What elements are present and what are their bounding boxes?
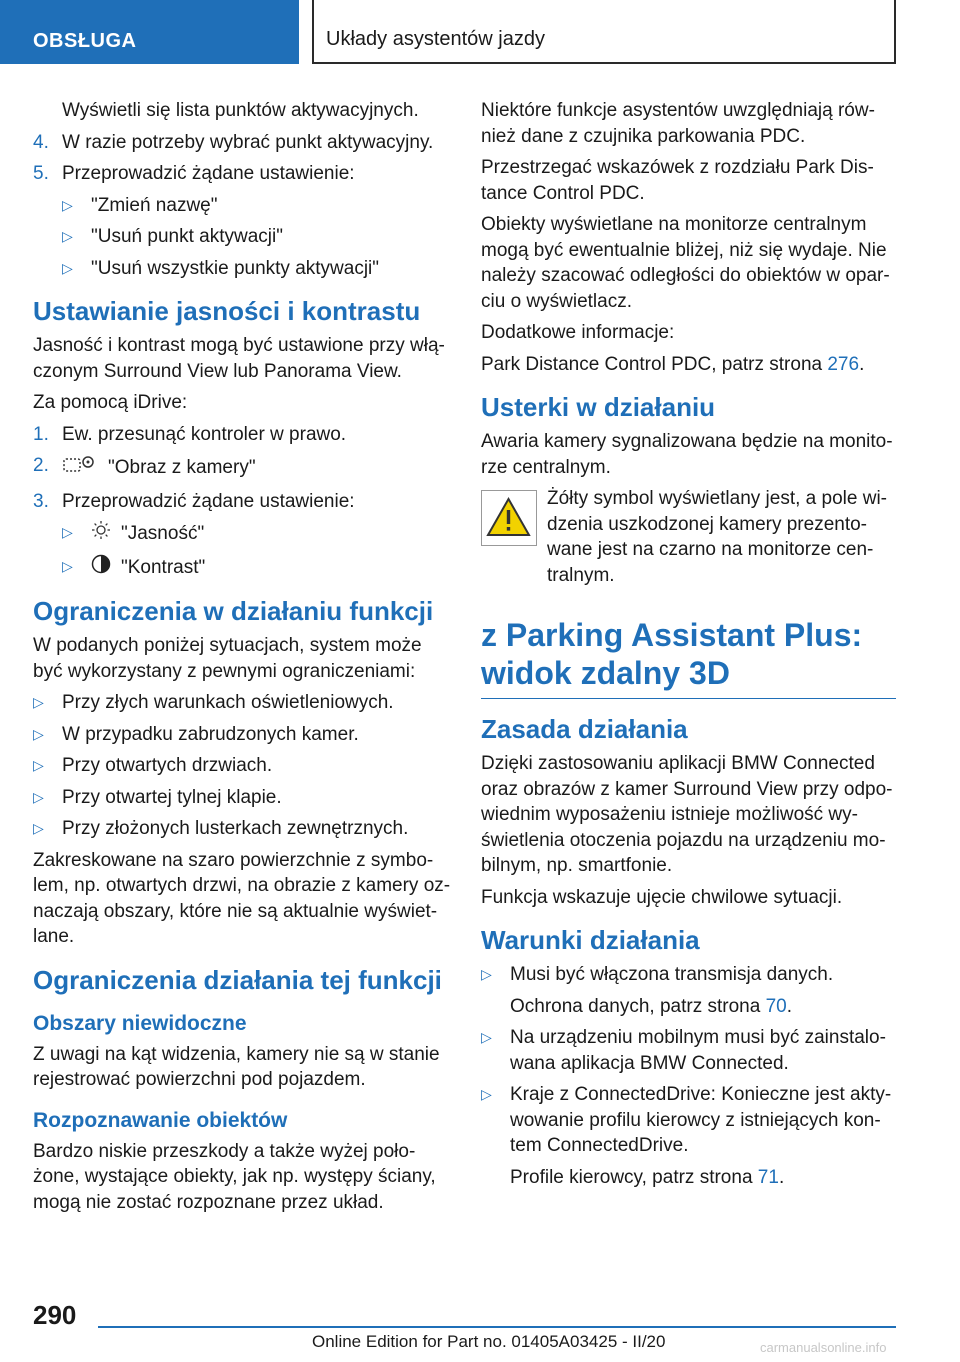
brightness-icon	[91, 520, 111, 548]
camera-settings-icon	[62, 453, 96, 483]
header-section-label: OBSŁUGA	[33, 30, 137, 52]
sub-bullet-item: ▷ "Usuń punkt aktywacji"	[62, 226, 283, 247]
bullet-item: ▷ Na urządzeniu mobilnym musi być zainstalo‐wana aplikacja BMW Connected.	[481, 1027, 886, 1074]
footer-edition: Online Edition for Part no. 01405A03425 - II/20	[312, 1332, 666, 1351]
footer-divider	[98, 1326, 896, 1328]
chapter-heading: z Parking Assistant Plus: widok zdalny 3D	[481, 617, 863, 691]
intro-text: Wyświetli się lista punktów aktywacyjnych.	[62, 100, 419, 121]
bullet-item: ▷ W przypadku zabrudzonych kamer.	[33, 723, 359, 745]
paragraph: Jasność i kontrast mogą być ustawione przy włą‐czonym Surround View lub Panorama View.	[33, 335, 445, 382]
step-item: 3. Przeprowadzić żądane ustawienie:	[33, 490, 355, 512]
bullet-item: ▷ Przy otwartych drzwiach.	[33, 755, 273, 776]
page-number: 290	[33, 1300, 77, 1330]
bullet-item: ▷ Przy złych warunkach oświetleniowych.	[33, 692, 394, 713]
warning-triangle-icon	[481, 490, 537, 546]
page-link-71[interactable]: 71	[757, 1166, 779, 1188]
warning-text: Żółty symbol wyświetlany jest, a pole wi‐dzenia uszkodzonej kamery prezento‐wane jest na czarno na monitorze cen‐tralnym.	[547, 488, 887, 586]
paragraph: Obiekty wyświetlane na monitorze centralnym mogą być ewentualnie bliżej, niż się wydaje. Nie należy szacować odległości do obiektów w opar‐ciu o wyświetlacz.	[481, 214, 890, 312]
bullet-item: ▷ Musi być włączona transmisja danych.	[481, 964, 834, 985]
subheading-object-detection: Rozpoznawanie obiektów	[33, 1108, 288, 1132]
chapter-heading-wrapper	[481, 616, 896, 699]
paragraph: Dzięki zastosowaniu aplikacji BMW Connected oraz obrazów z kamer Surround View przy odpo‐wiednim wyposażeniu istnieje możliwość wy‐świetlenia otoczenia pojazdu na urządzeniu mo‐bilnym, np. smartfonie.	[481, 753, 893, 876]
contrast-icon	[91, 554, 111, 582]
paragraph: Przestrzegać wskazówek z rozdziału Park Dis‐tance Control PDC.	[481, 157, 874, 204]
reference-line: Profile kierowcy, patrz strona 71.	[510, 1166, 785, 1188]
right-column	[481, 98, 896, 1196]
header-section-tab	[0, 0, 299, 64]
paragraph: Bardzo niskie przeszkody a także wyżej poło‐żone, wystające obiekty, jak np. występy ściany, mogą nie zostać rozpoznane przez układ.	[33, 1140, 436, 1213]
paragraph: Dodatkowe informacje:	[481, 322, 675, 343]
paragraph: Park Distance Control PDC, patrz strona 276.	[481, 353, 865, 375]
heading-brightness: Ustawianie jasności i kontrastu	[33, 296, 421, 326]
header-chapter-label: Układy asystentów jazdy	[326, 28, 545, 50]
watermark: carmanualsonline.info	[760, 1340, 887, 1355]
paragraph: Awaria kamery sygnalizowana będzie na monito‐rze centralnym.	[481, 431, 893, 478]
step-item: 5. Przeprowadzić żądane ustawienie:	[33, 163, 355, 184]
sub-bullet-item: ▷ "Jasność"	[62, 520, 453, 548]
header-chapter-box	[312, 0, 896, 64]
sub-bullet-item: ▷ "Kontrast"	[62, 554, 453, 582]
warning-note	[481, 486, 896, 588]
paragraph: Z uwagi na kąt widzenia, kamery nie są w stanie rejestrować powierzchni pod pojazdem.	[33, 1043, 440, 1090]
bullet-item: ▷ Przy otwartej tylnej klapie.	[33, 786, 282, 808]
paragraph: Niektóre funkcje asystentów uwzględniają rów‐nież dane z czujnika parkowania PDC.	[481, 100, 875, 147]
step-item: 1. Ew. przesunąć kontroler w prawo.	[33, 423, 347, 445]
left-column	[33, 98, 453, 1221]
heading-principle: Zasada działania	[481, 714, 688, 744]
page-link-276[interactable]: 276	[827, 353, 860, 375]
paragraph: Funkcja wskazuje ujęcie chwilowe sytuacji.	[481, 886, 843, 908]
heading-faults: Usterki w działaniu	[481, 392, 716, 422]
heading-function-limits: Ograniczenia działania tej funkcji	[33, 964, 442, 995]
page-link-70[interactable]: 70	[765, 995, 787, 1017]
sub-bullet-item: ▷ "Usuń wszystkie punkty aktywacji"	[62, 257, 380, 279]
paragraph: Za pomocą iDrive:	[33, 392, 188, 413]
step-item: 4. W razie potrzeby wybrać punkt aktywacyjny.	[33, 131, 434, 153]
heading-limitations: Ograniczenia w działaniu funkcji	[33, 596, 434, 626]
bullet-item: ▷ Kraje z ConnectedDrive: Konieczne jest akty‐wowanie profilu kierowcy z istniejących kon‐tem ConnectedDrive.	[481, 1084, 892, 1156]
heading-conditions: Warunki działania	[481, 925, 700, 955]
paragraph: W podanych poniżej sytuacjach, system może być wykorzystany z pewnymi ograniczeniami:	[33, 635, 422, 682]
paragraph: Zakreskowane na szaro powierzchnie z symbo‐lem, np. otwartych drzwi, na obrazie z kamery oz‐naczają obszary, które nie są aktualnie wyświet‐lane.	[33, 849, 451, 947]
sub-bullet-item: ▷ "Zmień nazwę"	[62, 194, 218, 216]
reference-line: Ochrona danych, patrz strona 70.	[510, 995, 793, 1017]
bullet-item: ▷ Przy złożonych lusterkach zewnętrznych.	[33, 818, 409, 839]
step-item: 2. "Obraz z kamery"	[33, 453, 453, 483]
subheading-invisible-areas: Obszary niewidoczne	[33, 1011, 247, 1035]
